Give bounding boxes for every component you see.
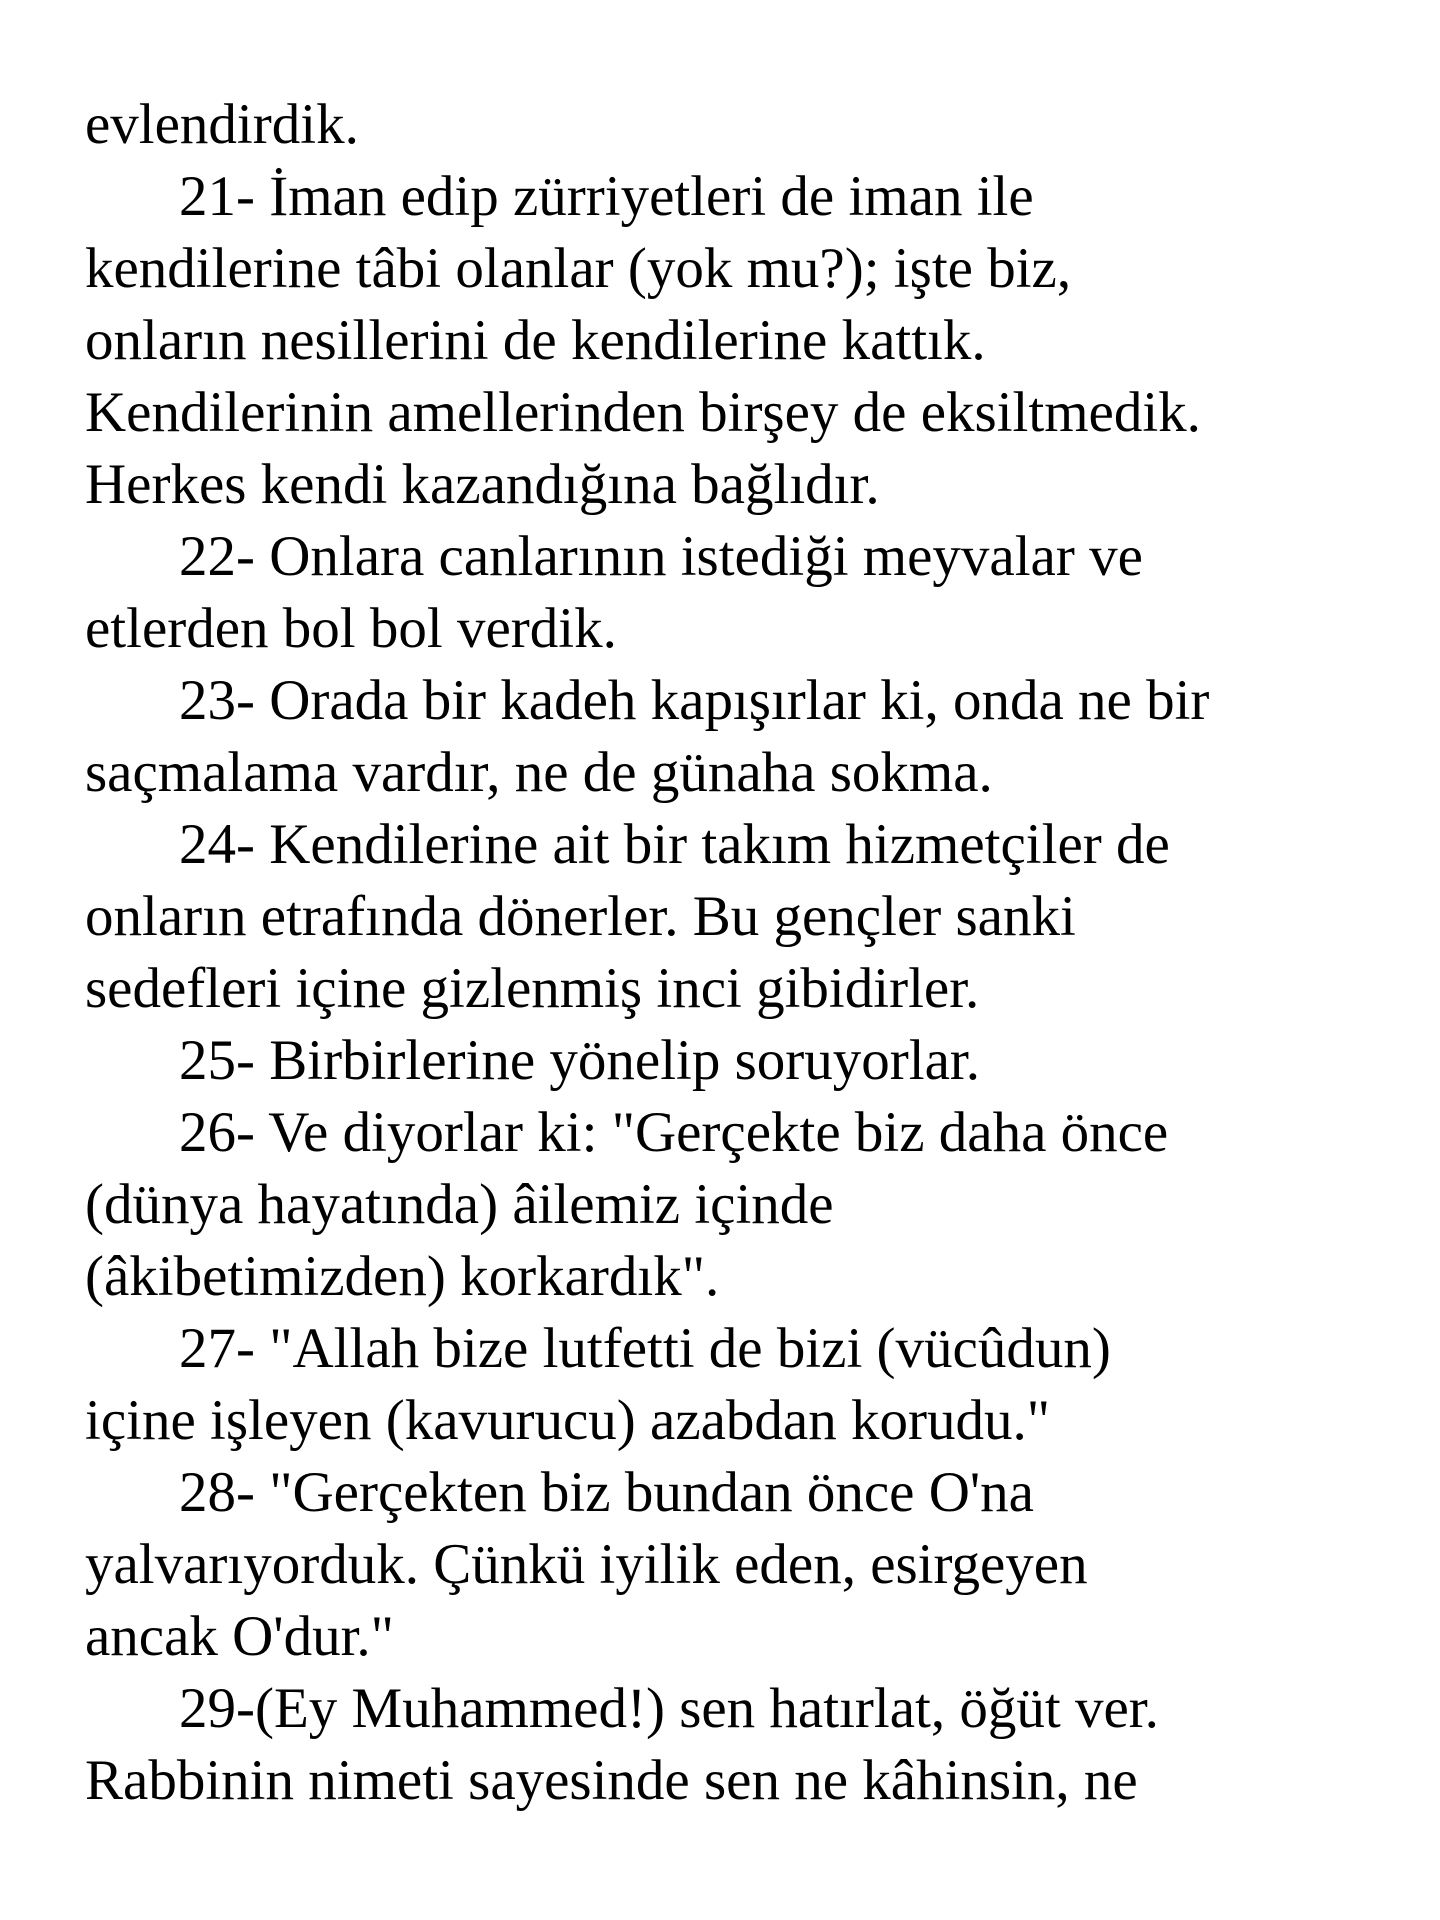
verse-start-line: 28- "Gerçekten biz bundan önce O'na bbox=[179, 1461, 1034, 1524]
text-line: (âkibetimizden) korkardık". bbox=[85, 1245, 720, 1308]
text-line: etlerden bol bol verdik. bbox=[85, 597, 617, 660]
text-line: Kendilerinin amellerinden birşey de eksiltmedik. bbox=[85, 381, 1201, 444]
text-line: yalvarıyorduk. Çünkü iyilik eden, esirgeyen bbox=[85, 1533, 1088, 1596]
text-line: Rabbinin nimeti sayesinde sen ne kâhinsin, ne bbox=[85, 1749, 1138, 1812]
text-line: kendilerine tâbi olanlar (yok mu?); işte biz, bbox=[85, 237, 1072, 300]
verse-start-line: 29-(Ey Muhammed!) sen hatırlat, öğüt ver. bbox=[179, 1677, 1159, 1740]
text-line: Herkes kendi kazandığına bağlıdır. bbox=[85, 453, 880, 516]
verse-start-line: 26- Ve diyorlar ki: "Gerçekte biz daha önce bbox=[179, 1101, 1169, 1164]
text-line: onların nesillerini de kendilerine kattık. bbox=[85, 309, 986, 372]
text-line: sedefleri içine gizlenmiş inci gibidirler. bbox=[85, 957, 980, 1020]
document-page bbox=[85, 89, 1385, 1817]
text-line: evlendirdik. bbox=[85, 93, 359, 156]
text-line: (dünya hayatında) âilemiz içinde bbox=[85, 1173, 834, 1236]
verse-start-line: 24- Kendilerine ait bir takım hizmetçiler de bbox=[179, 813, 1170, 876]
text-line: saçmalama vardır, ne de günaha sokma. bbox=[85, 741, 993, 804]
text-line: ancak O'dur." bbox=[85, 1605, 394, 1668]
verse-start-line: 22- Onlara canlarının istediği meyvalar ve bbox=[179, 525, 1143, 588]
verse-start-line: 25- Birbirlerine yönelip soruyorlar. bbox=[179, 1029, 980, 1092]
verse-start-line: 21- İman edip zürriyetleri de iman ile bbox=[179, 165, 1034, 228]
verse-start-line: 27- "Allah bize lutfetti de bizi (vücûdun) bbox=[179, 1317, 1111, 1380]
text-line: içine işleyen (kavurucu) azabdan korudu." bbox=[85, 1389, 1050, 1452]
text-line: onların etrafında dönerler. Bu gençler sanki bbox=[85, 885, 1076, 948]
verse-start-line: 23- Orada bir kadeh kapışırlar ki, onda ne bir bbox=[179, 669, 1210, 732]
